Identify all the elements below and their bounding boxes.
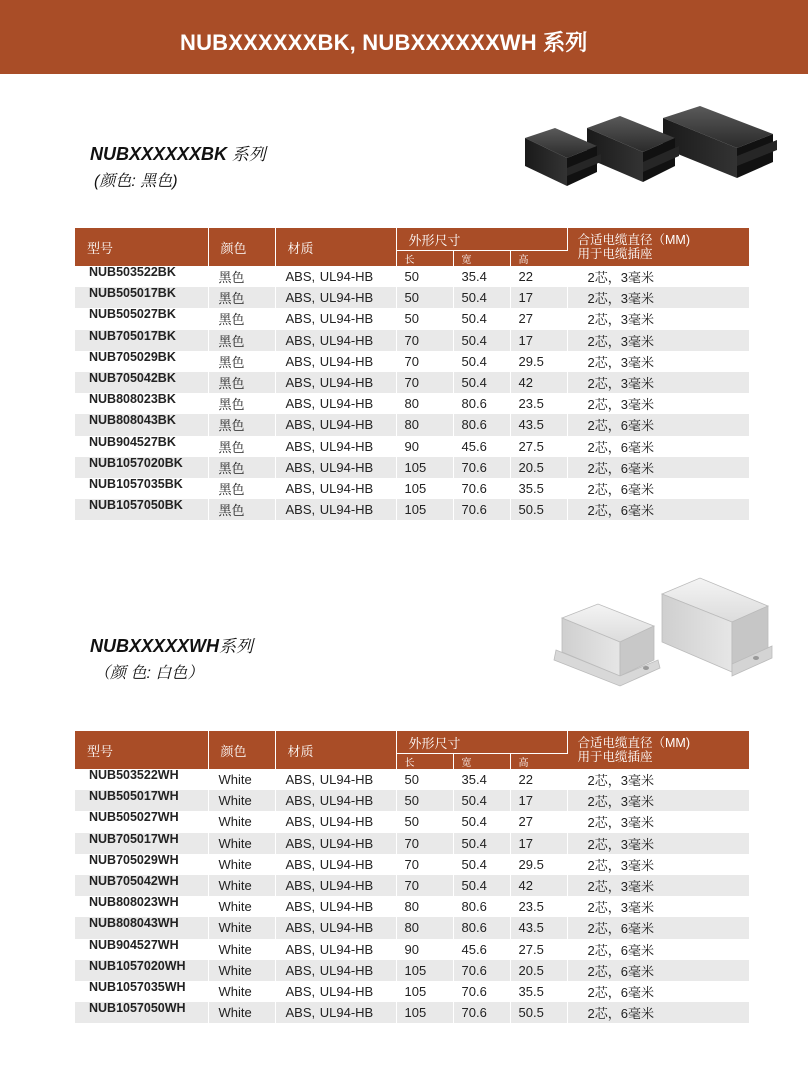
length-cell: 50 (396, 308, 453, 329)
width-cell: 50.4 (453, 875, 510, 896)
width-cell: 80.6 (453, 393, 510, 414)
section-heading-black (90, 140, 266, 191)
material-cell: ABS, UL94-HB (275, 960, 396, 981)
table-row (75, 287, 749, 308)
col-header-length: 长 (396, 754, 453, 770)
length-cell: 70 (396, 854, 453, 875)
table-row (75, 308, 749, 329)
model-cell: NUB808023BK (75, 393, 208, 414)
model-cell: NUB503522BK (75, 266, 208, 287)
width-cell: 70.6 (453, 981, 510, 1002)
height-cell: 50.5 (510, 499, 567, 520)
color-cell: White (208, 939, 275, 960)
model-cell: NUB904527WH (75, 939, 208, 960)
material-cell: ABS, UL94-HB (275, 266, 396, 287)
width-cell: 50.4 (453, 790, 510, 811)
cable-cell: 2芯，3毫米 (587, 270, 654, 286)
cable-cell: 2芯，3毫米 (587, 900, 654, 916)
series-suffix: 系列 (227, 145, 266, 164)
col-header-model: 型号 (75, 228, 208, 266)
height-cell: 17 (510, 790, 567, 811)
length-cell: 105 (396, 960, 453, 981)
model-cell: NUB505027WH (75, 811, 208, 832)
height-cell: 27.5 (510, 436, 567, 457)
length-cell: 105 (396, 499, 453, 520)
cable-cell: 2芯，6毫米 (587, 984, 654, 1000)
spec-table-black (75, 228, 749, 520)
width-cell: 50.4 (453, 351, 510, 372)
length-cell: 90 (396, 436, 453, 457)
material-cell: ABS, UL94-HB (275, 436, 396, 457)
model-cell: NUB705042BK (75, 372, 208, 393)
table-row (75, 457, 749, 478)
spec-table-white (75, 731, 749, 1023)
color-cell: White (208, 1002, 275, 1023)
material-cell: ABS, UL94-HB (275, 875, 396, 896)
col-header-width: 宽 (453, 754, 510, 770)
table-row (75, 960, 749, 981)
table-row (75, 393, 749, 414)
black-enclosure-photo (515, 100, 780, 195)
length-cell: 90 (396, 939, 453, 960)
material-cell: ABS, UL94-HB (275, 330, 396, 351)
cable-cell: 2芯，3毫米 (587, 397, 654, 413)
height-cell: 27 (510, 811, 567, 832)
col-header-height: 高 (510, 251, 567, 267)
length-cell: 80 (396, 896, 453, 917)
series-name-text: NUBXXXXXXBK (90, 144, 228, 164)
table-row (75, 875, 749, 896)
width-cell: 80.6 (453, 896, 510, 917)
table-row (75, 1002, 749, 1023)
model-cell: NUB705029BK (75, 351, 208, 372)
material-cell: ABS, UL94-HB (275, 854, 396, 875)
height-cell: 42 (510, 372, 567, 393)
length-cell: 80 (396, 917, 453, 938)
col-header-height: 高 (510, 754, 567, 770)
material-cell: ABS, UL94-HB (275, 981, 396, 1002)
table-row (75, 917, 749, 938)
model-cell: NUB1057050WH (75, 1002, 208, 1023)
color-cell: White (208, 790, 275, 811)
table-row (75, 414, 749, 435)
width-cell: 45.6 (453, 939, 510, 960)
color-cell: 黑色 (208, 287, 275, 308)
model-cell: NUB808043WH (75, 917, 208, 938)
material-cell: ABS, UL94-HB (275, 1002, 396, 1023)
length-cell: 105 (396, 1002, 453, 1023)
width-cell: 50.4 (453, 833, 510, 854)
width-cell: 50.4 (453, 854, 510, 875)
cable-header-line2: 用于电缆插座 (577, 247, 653, 261)
length-cell: 105 (396, 981, 453, 1002)
table-row (75, 478, 749, 499)
material-cell: ABS, UL94-HB (275, 833, 396, 854)
cable-cell: 2芯，6毫米 (567, 499, 749, 520)
model-cell: NUB705042WH (75, 875, 208, 896)
height-cell: 27 (510, 308, 567, 329)
model-cell: NUB705029WH (75, 854, 208, 875)
color-cell: White (208, 769, 275, 790)
width-cell: 50.4 (453, 308, 510, 329)
material-cell: ABS, UL94-HB (275, 769, 396, 790)
cable-cell: 2芯，3毫米 (567, 790, 749, 811)
col-header-length: 长 (396, 251, 453, 267)
cable-cell: 2芯，6毫米 (567, 457, 749, 478)
cable-cell: 2芯，3毫米 (587, 857, 654, 873)
color-cell: White (208, 960, 275, 981)
width-cell: 45.6 (453, 436, 510, 457)
height-cell: 20.5 (510, 960, 567, 981)
color-cell: 黑色 (208, 266, 275, 287)
series-color-label: (颜色: 黑色) (94, 173, 178, 190)
width-cell: 70.6 (453, 960, 510, 981)
table-body (75, 266, 749, 520)
cable-cell: 2芯，3毫米 (587, 354, 654, 370)
material-cell: ABS, UL94-HB (275, 896, 396, 917)
length-cell: 50 (396, 266, 453, 287)
width-cell: 70.6 (453, 457, 510, 478)
length-cell: 70 (396, 875, 453, 896)
width-cell: 50.4 (453, 287, 510, 308)
color-cell: 黑色 (208, 478, 275, 499)
material-cell: ABS, UL94-HB (275, 393, 396, 414)
model-cell: NUB808043BK (75, 414, 208, 435)
cable-header-line1: 合适电缆直径（MM) (577, 233, 690, 247)
color-cell: White (208, 981, 275, 1002)
section-heading-white (90, 632, 253, 683)
col-header-dimensions: 外形尺寸 (396, 228, 567, 251)
height-cell: 22 (510, 769, 567, 790)
cable-cell: 2芯，6毫米 (587, 439, 654, 455)
height-cell: 42 (510, 875, 567, 896)
width-cell: 80.6 (453, 414, 510, 435)
length-cell: 70 (396, 372, 453, 393)
length-cell: 70 (396, 833, 453, 854)
height-cell: 27.5 (510, 939, 567, 960)
height-cell: 35.5 (510, 981, 567, 1002)
model-cell: NUB1057020WH (75, 960, 208, 981)
col-header-cable (567, 731, 749, 769)
cable-cell: 2芯，3毫米 (567, 287, 749, 308)
length-cell: 105 (396, 478, 453, 499)
length-cell: 50 (396, 287, 453, 308)
page-title: NUBXXXXXXBK, NUBXXXXXXWH 系列 (180, 30, 588, 55)
model-cell: NUB705017WH (75, 833, 208, 854)
color-cell: 黑色 (208, 393, 275, 414)
col-header-cable (567, 228, 749, 266)
color-cell: White (208, 833, 275, 854)
material-cell: ABS, UL94-HB (275, 790, 396, 811)
model-cell: NUB808023WH (75, 896, 208, 917)
color-cell: 黑色 (208, 351, 275, 372)
width-cell: 50.4 (453, 372, 510, 393)
material-cell: ABS, UL94-HB (275, 939, 396, 960)
height-cell: 22 (510, 266, 567, 287)
cable-cell: 2芯，6毫米 (587, 942, 654, 958)
color-cell: 黑色 (208, 372, 275, 393)
height-cell: 17 (510, 287, 567, 308)
model-cell: NUB505017WH (75, 790, 208, 811)
cable-header-line2: 用于电缆插座 (577, 750, 653, 764)
width-cell: 35.4 (453, 266, 510, 287)
height-cell: 23.5 (510, 393, 567, 414)
cable-cell: 2芯，6毫米 (567, 1002, 749, 1023)
table-row (75, 981, 749, 1002)
color-cell: 黑色 (208, 330, 275, 351)
table-body (75, 769, 749, 1023)
color-cell: 黑色 (208, 457, 275, 478)
cable-cell: 2芯，3毫米 (567, 330, 749, 351)
height-cell: 17 (510, 330, 567, 351)
width-cell: 70.6 (453, 478, 510, 499)
material-cell: ABS, UL94-HB (275, 811, 396, 832)
width-cell: 80.6 (453, 917, 510, 938)
col-header-color: 颜色 (208, 731, 275, 769)
col-header-width: 宽 (453, 251, 510, 267)
length-cell: 50 (396, 811, 453, 832)
table-row (75, 351, 749, 372)
color-cell: White (208, 917, 275, 938)
model-cell: NUB1057035BK (75, 478, 208, 499)
table-row (75, 939, 749, 960)
model-cell: NUB1057050BK (75, 499, 208, 520)
width-cell: 50.4 (453, 811, 510, 832)
cable-cell: 2芯，3毫米 (567, 875, 749, 896)
series-name (90, 140, 266, 165)
cable-cell: 2芯，6毫米 (587, 481, 654, 497)
height-cell: 29.5 (510, 854, 567, 875)
table-row (75, 436, 749, 457)
material-cell: ABS, UL94-HB (275, 372, 396, 393)
height-cell: 35.5 (510, 478, 567, 499)
cable-cell: 2芯，6毫米 (567, 960, 749, 981)
material-cell: ABS, UL94-HB (275, 917, 396, 938)
length-cell: 80 (396, 393, 453, 414)
width-cell: 70.6 (453, 1002, 510, 1023)
color-cell: White (208, 875, 275, 896)
height-cell: 17 (510, 833, 567, 854)
col-header-dimensions: 外形尺寸 (396, 731, 567, 754)
width-cell: 35.4 (453, 769, 510, 790)
length-cell: 50 (396, 769, 453, 790)
series-name (90, 632, 253, 657)
table-row (75, 896, 749, 917)
cable-cell: 2芯，6毫米 (567, 414, 749, 435)
col-header-material: 材质 (275, 731, 396, 769)
table-row (75, 330, 749, 351)
model-cell: NUB705017BK (75, 330, 208, 351)
height-cell: 20.5 (510, 457, 567, 478)
material-cell: ABS, UL94-HB (275, 308, 396, 329)
height-cell: 29.5 (510, 351, 567, 372)
color-cell: 黑色 (208, 436, 275, 457)
table-row (75, 790, 749, 811)
cable-cell: 2芯，3毫米 (567, 372, 749, 393)
cable-cell: 2芯，6毫米 (567, 917, 749, 938)
color-cell: White (208, 811, 275, 832)
model-cell: NUB1057020BK (75, 457, 208, 478)
width-cell: 70.6 (453, 499, 510, 520)
series-suffix: 系列 (219, 637, 254, 656)
cable-cell: 2芯，3毫米 (587, 773, 654, 789)
color-cell: White (208, 896, 275, 917)
length-cell: 105 (396, 457, 453, 478)
length-cell: 70 (396, 330, 453, 351)
table-row (75, 811, 749, 832)
height-cell: 50.5 (510, 1002, 567, 1023)
col-header-color: 颜色 (208, 228, 275, 266)
cable-header-line1: 合适电缆直径（MM) (577, 736, 690, 750)
cable-cell: 2芯，3毫米 (587, 312, 654, 328)
height-cell: 43.5 (510, 917, 567, 938)
material-cell: ABS, UL94-HB (275, 499, 396, 520)
height-cell: 43.5 (510, 414, 567, 435)
model-cell: NUB505017BK (75, 287, 208, 308)
material-cell: ABS, UL94-HB (275, 478, 396, 499)
material-cell: ABS, UL94-HB (275, 287, 396, 308)
table-row (75, 372, 749, 393)
color-cell: 黑色 (208, 414, 275, 435)
width-cell: 50.4 (453, 330, 510, 351)
white-enclosure-photo (550, 572, 775, 692)
material-cell: ABS, UL94-HB (275, 414, 396, 435)
color-cell: 黑色 (208, 499, 275, 520)
length-cell: 50 (396, 790, 453, 811)
color-cell: 黑色 (208, 308, 275, 329)
table-row (75, 266, 749, 287)
col-header-model: 型号 (75, 731, 208, 769)
model-cell: NUB1057035WH (75, 981, 208, 1002)
header-banner (0, 0, 808, 74)
series-color-label: （颜 色: 白色） (94, 665, 204, 682)
model-cell: NUB503522WH (75, 769, 208, 790)
model-cell: NUB904527BK (75, 436, 208, 457)
length-cell: 80 (396, 414, 453, 435)
cable-cell: 2芯，3毫米 (567, 833, 749, 854)
table-row (75, 499, 749, 520)
length-cell: 70 (396, 351, 453, 372)
height-cell: 23.5 (510, 896, 567, 917)
model-cell: NUB505027BK (75, 308, 208, 329)
cable-cell: 2芯，3毫米 (587, 815, 654, 831)
series-name-text: NUBXXXXXWH (90, 636, 220, 656)
color-cell: White (208, 854, 275, 875)
table-row (75, 854, 749, 875)
col-header-material: 材质 (275, 228, 396, 266)
table-row (75, 833, 749, 854)
material-cell: ABS, UL94-HB (275, 351, 396, 372)
table-row (75, 769, 749, 790)
material-cell: ABS, UL94-HB (275, 457, 396, 478)
